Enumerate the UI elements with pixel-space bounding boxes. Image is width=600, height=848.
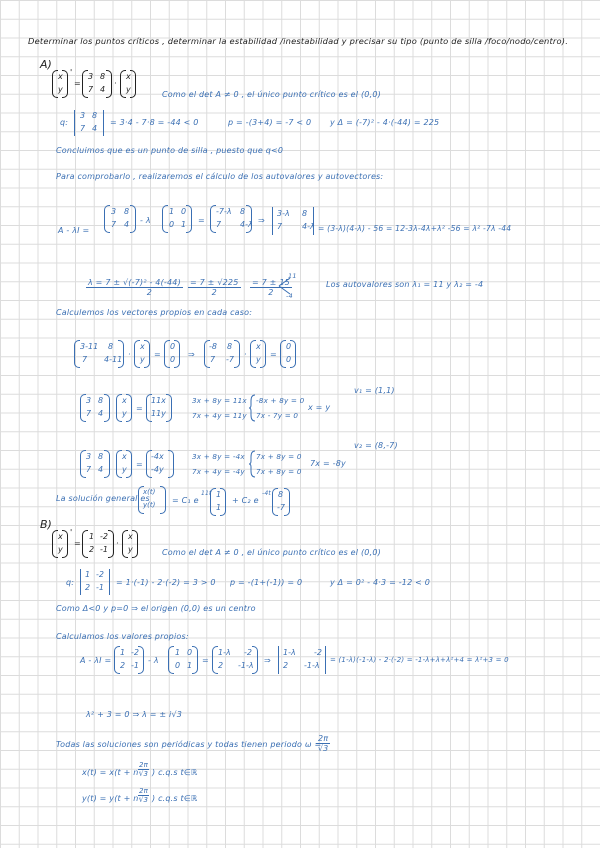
ev1b-vector: x y — [116, 394, 132, 422]
eigenvector-v1: v₁ = (1,1) — [354, 386, 395, 395]
ev1-matrix: 3-11 8 7 4-11 — [74, 340, 124, 368]
identity-matrix-b: 1 0 0 1 — [168, 646, 198, 674]
q-determinant-a: 3 8 7 4 — [74, 110, 104, 136]
q-value-a: = 3·4 - 7·8 = -44 < 0 — [110, 118, 199, 127]
y-periodicity-tail: ) c.q.s t∈ℝ — [152, 794, 198, 803]
equals-a: = — [198, 216, 205, 225]
system-a-matrix — [82, 70, 112, 98]
p-value-a: p = -(3+4) = -7 < 0 — [228, 118, 312, 127]
lambda-mid-a: = 7 ± √225 2 — [190, 278, 239, 297]
x-periodicity-tail: ) c.q.s t∈ℝ — [152, 768, 198, 777]
matrix-a12: 8 — [100, 72, 106, 81]
critical-point-b: Como el det A ≠ 0 , el único punto crítico es el (0,0) — [162, 548, 381, 557]
equals-sign: = — [74, 539, 81, 548]
lhs-y: y — [58, 85, 63, 94]
matrix-a21: 7 — [88, 85, 94, 94]
dot-operator: · — [114, 79, 117, 88]
equals: = — [270, 350, 277, 359]
char-matrix-a3: -7-λ 8 7 4-λ — [210, 205, 252, 233]
ev1-matrix-2: -8 8 7 -7 — [204, 340, 240, 368]
ev1b-rhs: 11x 11y — [146, 394, 172, 422]
q-determinant-b: 1 -2 2 -1 — [80, 569, 110, 595]
equals-b: = — [202, 656, 209, 665]
char-matrix-b1: 1 -2 2 -1 — [114, 646, 144, 674]
ev1b-result: x = y — [308, 403, 331, 412]
general-solution-label: La solución general es — [56, 494, 150, 503]
conclusion-b: Como Δ<0 y p=0 ⇒ el origen (0,0) es un centro — [56, 604, 256, 613]
delta-value-a: y Δ = (-7)² - 4·(-44) = 225 — [330, 118, 440, 127]
implies-arrow-a: ⇒ — [258, 216, 265, 225]
equals: = — [136, 460, 143, 469]
dot-operator: · — [116, 539, 119, 548]
system-b-lhs-vector: x y — [52, 530, 68, 558]
eigenvector-v2: v₂ = (8,-7) — [354, 441, 398, 450]
char-determinant-b: 1-λ -2 2 -1-λ — [278, 646, 326, 674]
identity-matrix-a: 1 0 0 1 — [162, 205, 192, 233]
char-label-a: A - λI = — [58, 226, 90, 235]
equals: = — [154, 350, 161, 359]
ev1b-matrix: 3 8 7 4 — [80, 394, 110, 422]
char-matrix-b3: 1-λ -2 2 -1-λ — [212, 646, 258, 674]
char-label-b: A - λI = — [80, 656, 112, 665]
ev1-vector: x y — [134, 340, 150, 368]
q-value-b: = 1·(-1) - 2·(-2) = 3 > 0 — [116, 578, 216, 587]
general-v1: 1 1 — [210, 488, 226, 516]
general-eq-c1: = C₁ e — [172, 496, 199, 505]
ev1-zero: 0 0 — [164, 340, 180, 368]
period-fraction: 2π √3 — [317, 734, 329, 753]
exponent-4t: -4t — [262, 490, 271, 497]
delta-value-b: y Δ = 0² - 4·3 = -12 < 0 — [330, 578, 431, 587]
char-matrix-a1: 3 8 7 4 — [104, 205, 136, 233]
equals-sign: = — [74, 79, 81, 88]
char-polynomial-b: = (1-λ)(-1-λ) - 2·(-2) = -1-λ+λ+λ²+4 = λ²+3 = 0 — [330, 656, 509, 664]
matrix-a11: 3 — [88, 72, 94, 81]
ev2-system-eq2: 7x + 4y = -4y — [192, 467, 245, 476]
minus-lambda-b: - λ — [148, 656, 159, 665]
implies-arrow: ⇒ — [188, 350, 195, 359]
dot: · — [128, 350, 131, 359]
char-determinant-a: 3-λ 8 7 4-λ — [272, 207, 314, 235]
general-plus-c2: + C₂ e — [232, 496, 259, 505]
eigen-intro-a: Para comprobarlo , realizaremos el cálculo de los autovalores y autovectores: — [56, 172, 384, 181]
lambda-formula-a: λ = 7 ± √(-7)² - 4(-44) 2 — [88, 278, 181, 297]
p-value-b: p = -(1+(-1)) = 0 — [230, 578, 303, 587]
lambda-root-2: -4 — [286, 292, 293, 300]
ev1b-system2-eq1: -8x + 8y = 0 — [256, 396, 305, 405]
dot: · — [244, 350, 247, 359]
system-b-rhs-vector: x y — [122, 530, 138, 558]
periodic-statement: Todas las soluciones son periódicas y todas tienen periodo ω = — [56, 740, 322, 749]
ev2-system2-eq2: 7x + 8y = 0 — [256, 467, 302, 476]
eigenvectors-intro-a: Calculemos los vectores propios en cada caso: — [56, 308, 253, 317]
y-period-fraction: 2π √3 — [138, 787, 149, 804]
rhs-x: x — [126, 72, 131, 81]
lambda-end-a: = 7 ± 15 2 — [252, 278, 290, 297]
prime-mark: ' — [70, 528, 73, 537]
matrix-a22: 4 — [100, 85, 106, 94]
char-polynomial-a: = (3-λ)(4-λ) - 56 = 12-3λ-4λ+λ² -56 = λ² -7λ -44 — [318, 224, 512, 233]
ev2-rhs: -4x -4y — [146, 450, 174, 478]
x-period-fraction: 2π √3 — [138, 761, 149, 778]
ev2-vector: x y — [116, 450, 132, 478]
ev1-vector-2: x y — [250, 340, 266, 368]
system-a-lhs-vector — [52, 70, 68, 98]
lambda-equation-b: λ² + 3 = 0 ⇒ λ = ± i√3 — [86, 710, 183, 719]
exponent-11t: 11t — [201, 490, 212, 497]
x-periodicity: x(t) = x(t + n· — [82, 768, 142, 777]
ev1b-system-eq1: 3x + 8y = 11x — [192, 396, 247, 405]
implies-arrow-b: ⇒ — [264, 656, 271, 665]
ev1-zero-2: 0 0 — [280, 340, 296, 368]
ev2-system2-eq1: 7x + 8y = 0 — [256, 452, 302, 461]
equals: = — [136, 404, 143, 413]
y-periodicity: y(t) = y(t + n· — [82, 794, 142, 803]
system-a-rhs-vector — [120, 70, 136, 98]
q-label-b: q: — [66, 578, 75, 587]
general-v2: 8 -7 — [272, 488, 290, 516]
minus-lambda-a: - λ — [140, 216, 151, 225]
ev1b-system-eq2: 7x + 4y = 11y — [192, 411, 247, 420]
lhs-x: x — [58, 72, 63, 81]
critical-point-a: Como el det A ≠ 0 , el único punto crítico es el (0,0) — [162, 90, 381, 99]
conclusion-a: Concluimos que es un punto de silla , puesto que q<0 — [56, 146, 284, 155]
eigenvalues-a: Los autovalores son λ₁ = 11 y λ₂ = -4 — [326, 280, 484, 289]
rhs-y: y — [126, 85, 131, 94]
eigen-intro-b: Calculamos los valores propios: — [56, 632, 189, 641]
ev2-result: 7x = -8y — [310, 459, 346, 468]
ev2-system-eq1: 3x + 8y = -4x — [192, 452, 245, 461]
prime-mark: ' — [70, 68, 73, 77]
ev2-matrix: 3 8 7 4 — [80, 450, 110, 478]
section-a-label: A) — [40, 58, 52, 71]
q-label-a: q: — [60, 118, 69, 127]
section-b-label: B) — [40, 518, 52, 531]
ev1b-system2-eq2: 7x - 7y = 0 — [256, 411, 299, 420]
system-b-matrix: 1 -2 2 -1 — [82, 530, 114, 558]
lambda-root-1: 11 — [288, 272, 297, 280]
general-solution-vector: x(t) y(t) — [138, 486, 166, 514]
problem-statement: Determinar los puntos críticos , determinar la estabilidad /inestabilidad y precisar su tipo (punto de silla /foco/nodo/centro). — [28, 36, 569, 46]
